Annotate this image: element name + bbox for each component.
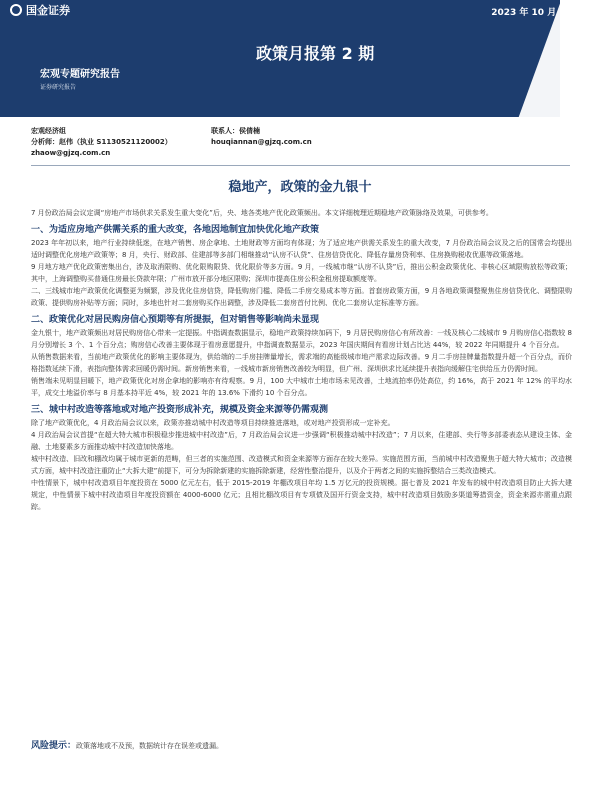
- report-title: 政策月报第 2 期: [256, 44, 375, 63]
- report-series: 宏观专题研究报告: [40, 69, 120, 80]
- report-department: 证券研究报告: [40, 84, 77, 91]
- risk-text: 政策落地或不及预，数据统计存在误差或遗漏。: [76, 742, 224, 750]
- contact-name: 侯倩楠: [239, 127, 260, 135]
- section-2-paragraph: 从销售数据来看，当前地产政策优化的影响主要体现为，供给端的二手房挂牌量增长，需求端的高能级城市地产需求边际改善。9 月二手房挂牌量指数提升超一个百分点，而价格指数延续下滑，表指向整体需求回暖仍需时间。新房销售来看，一线城市新房销售改善较为明显，但广州、深圳供求比延续提升表指向缓解住宅供给压力仍需时间。: [31, 353, 572, 373]
- contact-label: 联系人：: [211, 127, 239, 135]
- risk-warning: [31, 740, 572, 752]
- risk-label: 风险提示：: [31, 741, 77, 751]
- section-3-paragraph: 除了地产政策优化，4 月政治局会议以来，政策亦推动城中村改造等项目持续推进落地，或对地产投资形成一定补充。: [31, 419, 395, 427]
- section-3-paragraph: 4 月政治局会议首提“在超大特大城市积极稳步推进城中村改造”后，7 月政治局会议进一步强调“积极推动城中村改造”；7 月以来，住建部、央行等多部委表态从建设主体、金融、土地要素多方面推动城中村改造加快落地。: [31, 431, 572, 451]
- logo-text: 国金证券: [26, 4, 70, 17]
- section-2-paragraph: 销售端未见明显回暖下，地产政策优化对房企拿地的影响亦有待观察。9 月，100 大中城市土地市场未见改善，土地流拍率仍处高位，约 16%，高于 2021 年 12% 的平均水平，成交土地溢价率与 8 月基本持平近 4%，较 2021 年的 13.6% 下滑约 10 个百分点。: [31, 377, 572, 397]
- logo-icon: [10, 4, 22, 16]
- section-1-heading: 一、为适应房地产供需关系的重大改变，各地因地制宜加快优化地产政策: [31, 225, 320, 235]
- section-1-paragraph: 2023 年年初以来，地产行业持续低迷，在地产销售、房企拿地、土地财政等方面均有体现；为了适应地产供需关系发生的重大改变，7 月份政治局会议及之后的国常会均提出适时调整优化房地产政策等；8 月，央行、财政部、住建部等多部门相继推动“认房不认贷”、住房信贷优化、降低存量房贷利率、住房换购税收优惠等政策落地。: [31, 239, 572, 259]
- report-date: 2023 年 10 月 16 日: [491, 8, 584, 18]
- analyst-email[interactable]: zhaow@gjzq.com.cn: [31, 149, 111, 157]
- analyst-label: 分析师：: [31, 138, 59, 146]
- section-3-paragraph: 中性情景下，城中村改造项目年度投资在 5000 亿元左右，低于 2015-2019 年棚改项目年均 1.5 万亿元的投资规模。据七普及 2021 年发布的城中村改造项目防止大拆大建规定，中性情景下城中村改造项目年度投资额在 4000-6000 亿元；且相比棚改项目有专项债及国开行资金支持，城中村改造项目鼓励多渠道筹措资金，资金来源亦需重点跟踪。: [31, 479, 572, 511]
- section-2-heading: 二、政策优化对居民购房信心预期等有所提振，但对销售等影响尚未显现: [31, 315, 320, 325]
- team-name: 宏观经济组: [31, 127, 66, 135]
- section-3-heading: 三、城中村改造等落地或对地产投资形成补充，规模及资金来源等仍需观测: [31, 405, 329, 415]
- section-1-paragraph: 9 月地方地产优化政策密集出台，涉及取消限购、优化限购限贷、优化限价等多方面。9 月，一线城市继“认房不认贷”后，推出公积金政策优化、非核心区域限购放松等政策；其中，上海调整购买普通住房最长贷款年限；广州市放开部分地区限购；深圳市提高住房公积金租房提取额度等。: [31, 263, 572, 283]
- section-3-paragraph: 城中村改造、旧改和棚改均属于城市更新的范畴，但三者的实施范围、改造模式和资金来源等方面存在较大差异。实施范围方面，当前城中村改造聚焦于超大特大城市；改造模式方面，城中村改造注重防止“大拆大建”前提下，可分为拆除新建的实施拆除新建，经营性整治提升，以及介于两者之间的实施拆整结合三类改造模式。: [31, 455, 572, 475]
- report-body: [31, 207, 572, 513]
- report-banner: [0, 0, 600, 117]
- divider: [31, 165, 570, 166]
- intro-paragraph: 7 月份政治局会议定调“房地产市场供求关系发生重大变化”后，央、地各类地产优化政策频出。本文详细梳理近期稳地产政策脉络及效果，可供参考。: [31, 209, 493, 217]
- section-2-paragraph: 金九银十，地产政策频出对居民购房信心带来一定提振。中指调查数据显示，稳地产政策持续加码下，9 月居民购房信心有所改善：一线及核心二线城市 9 月购房信心指数较 8 月分别增长 3 个、1 个百分点；购房信心改善主要体现于看房意愿提升，中指调查数据显示，2023 年国庆期间有看房计划占比达 44%，较 2022 年同期提升 4 个百分点。: [31, 329, 572, 349]
- section-1-paragraph: 二、三线城市地产政策优化调整更为频繁，涉及优化住房信贷，降低购房门槛、降低二手房交易成本等方面。首套房政策方面，9 月各地政策调整聚焦住房信贷优化、调整限购政策、提供购房补贴等方面；同时，多地也针对二套房购买作出调整，涉及降低二套房首付比例、优化二套房认定标准等方面。: [31, 287, 572, 307]
- document-title: 稳地产，政策的金九银十: [228, 180, 372, 195]
- company-logo: [10, 2, 70, 18]
- contact-column: [211, 126, 451, 148]
- analyst-name: 赵伟（执业 S1130521120002）: [59, 138, 172, 146]
- contact-email[interactable]: houqiannan@gjzq.com.cn: [211, 138, 312, 146]
